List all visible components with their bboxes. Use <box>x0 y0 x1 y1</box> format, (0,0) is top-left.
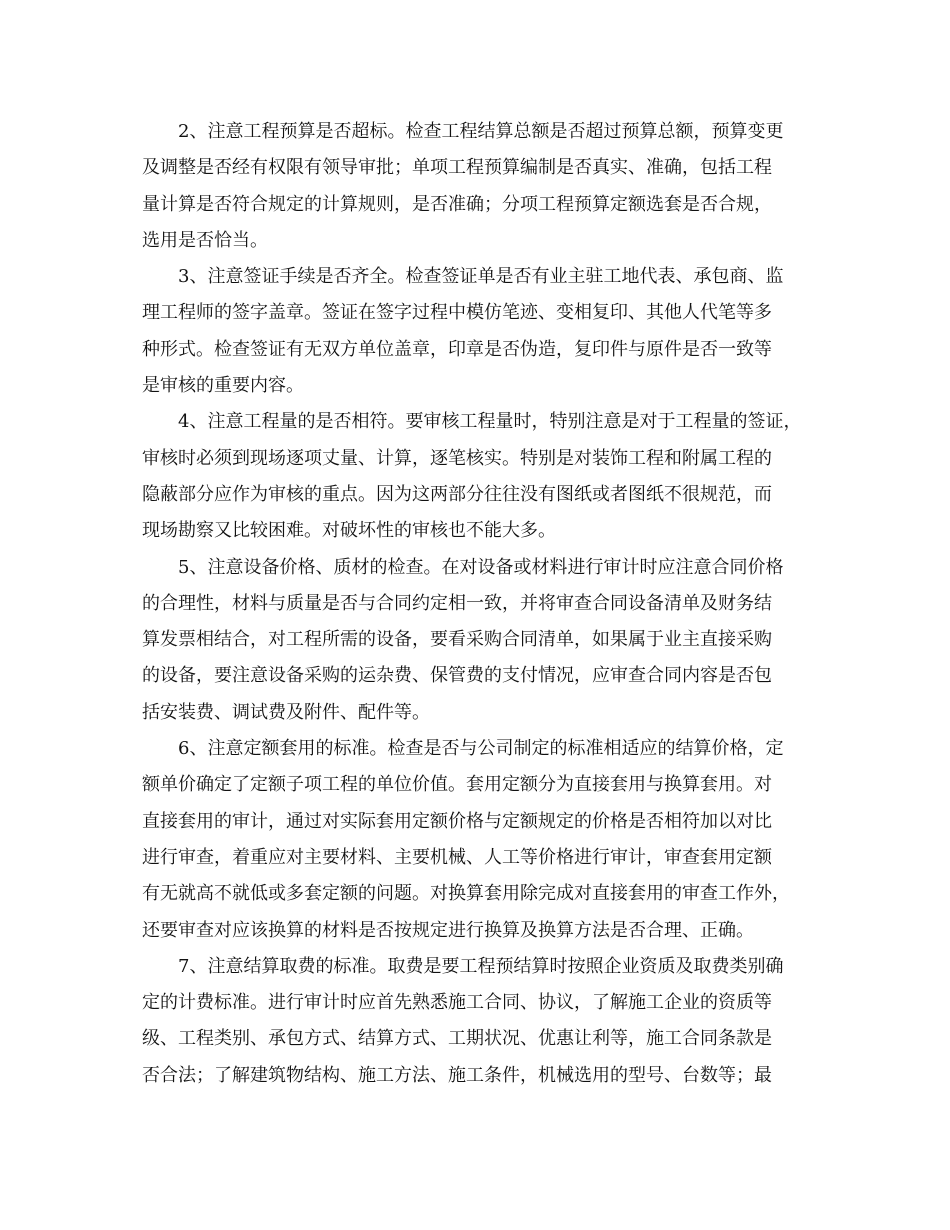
text-line: 隐蔽部分应作为审核的重点。因为这两部分往往没有图纸或者图纸不很规范，而 <box>142 483 772 505</box>
paragraph-fee-standard <box>142 949 814 1094</box>
text-line: 现场勘察又比较困难。对破坏性的审核也不能大多。 <box>142 520 556 542</box>
text-line: 还要审查对应该换算的材料是否按规定进行换算及换算方法是否合理、正确。 <box>142 919 754 941</box>
text-line: 级、工程类别、承包方式、结算方式、工期状况、优惠让利等，施工合同条款是 <box>142 1028 772 1050</box>
text-line: 否合法；了解建筑物结构、施工方法、施工条件，机械选用的型号、台数等；最 <box>142 1064 772 1086</box>
text-line: 3、注意签证手续是否齐全。检查签证单是否有业主驻工地代表、承包商、监 <box>178 266 784 288</box>
paragraph-quota-standard <box>142 731 814 949</box>
paragraph-visa-procedure <box>142 259 814 404</box>
text-line: 及调整是否经有权限有领导审批；单项工程预算编制是否真实、准确，包括工程 <box>142 157 772 179</box>
document-body <box>142 114 814 1094</box>
text-line: 进行审查，着重应对主要材料、主要机械、人工等价格进行审计，审查套用定额 <box>142 846 772 868</box>
paragraph-equipment-price <box>142 550 814 731</box>
text-line: 的设备，要注意设备采购的运杂费、保管费的支付情况，应审查合同内容是否包 <box>142 665 772 687</box>
text-line: 的合理性，材料与质量是否与合同约定相一致，并将审查合同设备清单及财务结 <box>142 592 772 614</box>
text-line: 7、注意结算取费的标准。取费是要工程预结算时按照企业资质及取费类别确 <box>178 955 784 977</box>
text-line: 额单价确定了定额子项工程的单位价值。套用定额分为直接套用与换算套用。对 <box>142 774 772 796</box>
text-line: 种形式。检查签证有无双方单位盖章，印章是否伪造，复印件与原件是否一致等 <box>142 338 772 360</box>
text-line: 定的计费标准。进行审计时应首先熟悉施工合同、协议，了解施工企业的资质等 <box>142 992 772 1014</box>
text-line: 算发票相结合，对工程所需的设备，要看采购合同清单，如果属于业主直接采购 <box>142 629 772 651</box>
text-line: 选用是否恰当。 <box>142 229 268 251</box>
text-line: 5、注意设备价格、质材的检查。在对设备或材料进行审计时应注意合同价格 <box>178 556 784 578</box>
text-line: 4、注意工程量的是否相符。要审核工程量时，特别注意是对于工程量的签证， <box>178 411 802 433</box>
text-line: 审核时必须到现场逐项丈量、计算，逐笔核实。特别是对装饰工程和附属工程的 <box>142 447 772 469</box>
text-line: 量计算是否符合规定的计算规则，是否准确；分项工程预算定额选套是否合规， <box>142 193 772 215</box>
text-line: 6、注意定额套用的标准。检查是否与公司制定的标准相适应的结算价格，定 <box>178 738 784 760</box>
paragraph-quantity-check <box>142 404 814 549</box>
paragraph-budget-check <box>142 114 814 259</box>
text-line: 2、注意工程预算是否超标。检查工程结算总额是否超过预算总额，预算变更 <box>178 121 784 142</box>
text-line: 是审核的重要内容。 <box>142 375 304 397</box>
text-line: 直接套用的审计，通过对实际套用定额价格与定额规定的价格是否相符加以对比 <box>142 810 772 832</box>
text-line: 括安装费、调试费及附件、配件等。 <box>142 701 430 723</box>
text-line: 理工程师的签字盖章。签证在签字过程中模仿笔迹、变相复印、其他人代笔等多 <box>142 302 772 324</box>
text-line: 有无就高不就低或多套定额的问题。对换算套用除完成对直接套用的审查工作外， <box>142 883 790 905</box>
